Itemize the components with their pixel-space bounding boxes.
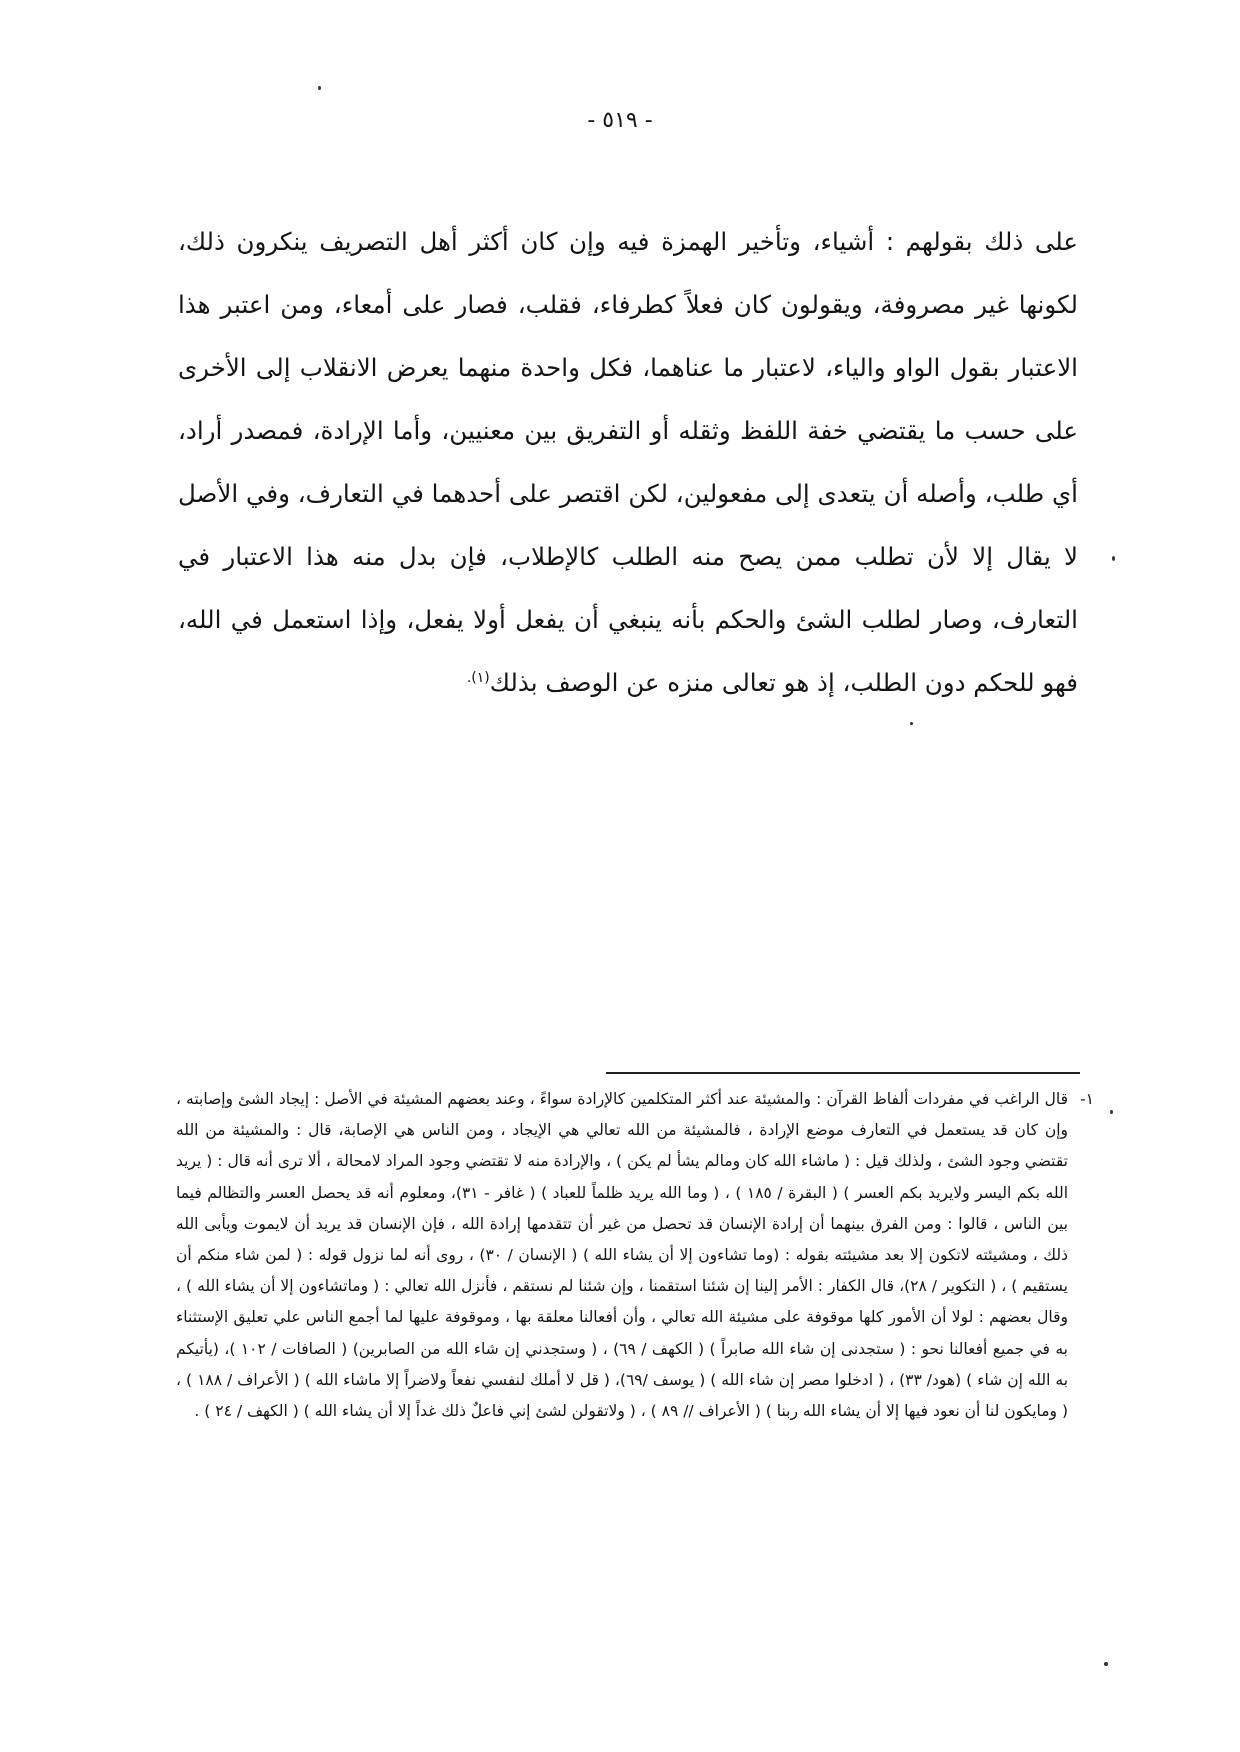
footnote-reference: (١). (466, 669, 490, 686)
footnote-number: ١- (1080, 1090, 1094, 1108)
footnote (176, 1084, 1094, 1427)
footnote-separator (606, 1072, 1080, 1074)
footnote-text: قال الراغب في مفردات ألفاظ القرآن : والمشيئة عند أكثر المتكلمين كالإرادة سواءً ، وعند بعضهم المشيئة في الأصل : إيجاد الشئ وإصابته ، وإن كان قد يستعمل في التعارف موضع الإرادة ، فالمشيئة من الله تعالي هي الإيجاد ، ومن الناس هي الإصابة، قال : والمشيئة من الله تقتضي وجود الشئ ، ولذلك قيل : ( ماشاء الله كان ومالم يشأ لم يكن ) ، والإرادة منه لا تقتضي وجود المراد لامحالة ، ألا ترى أنه قال : ( يريد الله بكم اليسر ولايريد بكم العسر ) ( البقرة / ١٨٥ ) ، ( وما الله يريد ظلماً للعباد ) ( غافر - ٣١)، ومعلوم أنه قد يحصل العسر والتظالم فيما بين الناس ، قالوا : ومن الفرق بينهما أن إرادة الإنسان قد تحصل من غير أن تتقدمها إرادة الله ، فإن الإنسان قد يريد أن لايموت ويأبى الله ذلك ، ومشيئته لاتكون إلا بعد مشيئته بقوله : (وما تشاءون إلا أن يشاء الله ) ( الإنسان / ٣٠) ، روى أنه لما نزول قوله : ( لمن شاء منكم أن يستقيم ) ، ( التكوير / ٢٨)، قال الكفار : الأمر إلينا إن شئنا استقمنا ، وإن شئنا لم نستقم ، فأنزل الله تعالي : ( وماتشاءون إلا أن يشاء الله ) ، وقال بعضهم : لولا أن الأمور كلها موقوفة على مشيئة الله تعالي ، وأن أفعالنا معلقة بها ، وموقوفة عليها لما أجمع الناس علي تعليق الإستثناء به في جميع أفعالنا نحو : ( ستجدنى إن شاء الله صابراً ) ( الكهف / ٦٩) ، ( وستجدني إن شاء الله من الصابرين) ( الصافات / ١٠٢ )، (يأتيكم به الله إن شاء ) (هود/ ٣٣) ، ( ادخلوا مصر إن شاء الله ) ( يوسف /٦٩)، ( قل لا أملك لنفسي نفعاً ولاضراً إلا ماشاء الله ) ( الأعراف / ١٨٨ ) ، ( ومايكون لنا أن نعود فيها إلا أن يشاء الله ربنا ) ( الأعراف // ٨٩ ) ، ( ولاتقولن لشئ إني فاعلٌ ذلك غداً إلا أن يشاء الله ) ( الكهف / ٢٤ ) . (176, 1090, 1069, 1421)
page-number: - ٥١٩ - (587, 108, 653, 133)
scan-speck (1104, 1662, 1108, 1666)
scan-speck (910, 722, 913, 725)
scan-speck (318, 86, 321, 90)
scan-speck (1112, 556, 1115, 561)
scan-speck (1110, 1110, 1113, 1114)
main-paragraph-text: على ذلك بقولهم : أشياء، وتأخير الهمزة فيه وإن كان أكثر أهل التصريف ينكرون ذلك، لكونها غير مصروفة، ويقولون كان فعلاً كطرفاء، فقلب، فصار على أمعاء، ومن اعتبر هذا الاعتبار بقول الواو والياء، لاعتبار ما عناهما، فكل واحدة منهما يعرض الانقلاب إلى الأخرى على حسب ما يقتضي خفة اللفظ وثقله أو التفريق بين معنيين، وأما الإرادة، فمصدر أراد، أي طلب، وأصله أن يتعدى إلى مفعولين، لكن اقتصر على أحدهما في التعارف، وفي الأصل لا يقال إلا لأن تطلب ممن يصح منه الطلب كالإطلاب، فإن بدل منه هذا الاعتبار في التعارف، وصار لطلب الشئ والحكم بأنه ينبغي أن يفعل أولا يفعل، وإذا استعمل في الله، فهو للحكم دون الطلب، إذ هو تعالى منزه عن الوصف بذلك (178, 227, 1078, 697)
main-paragraph (178, 210, 1078, 714)
